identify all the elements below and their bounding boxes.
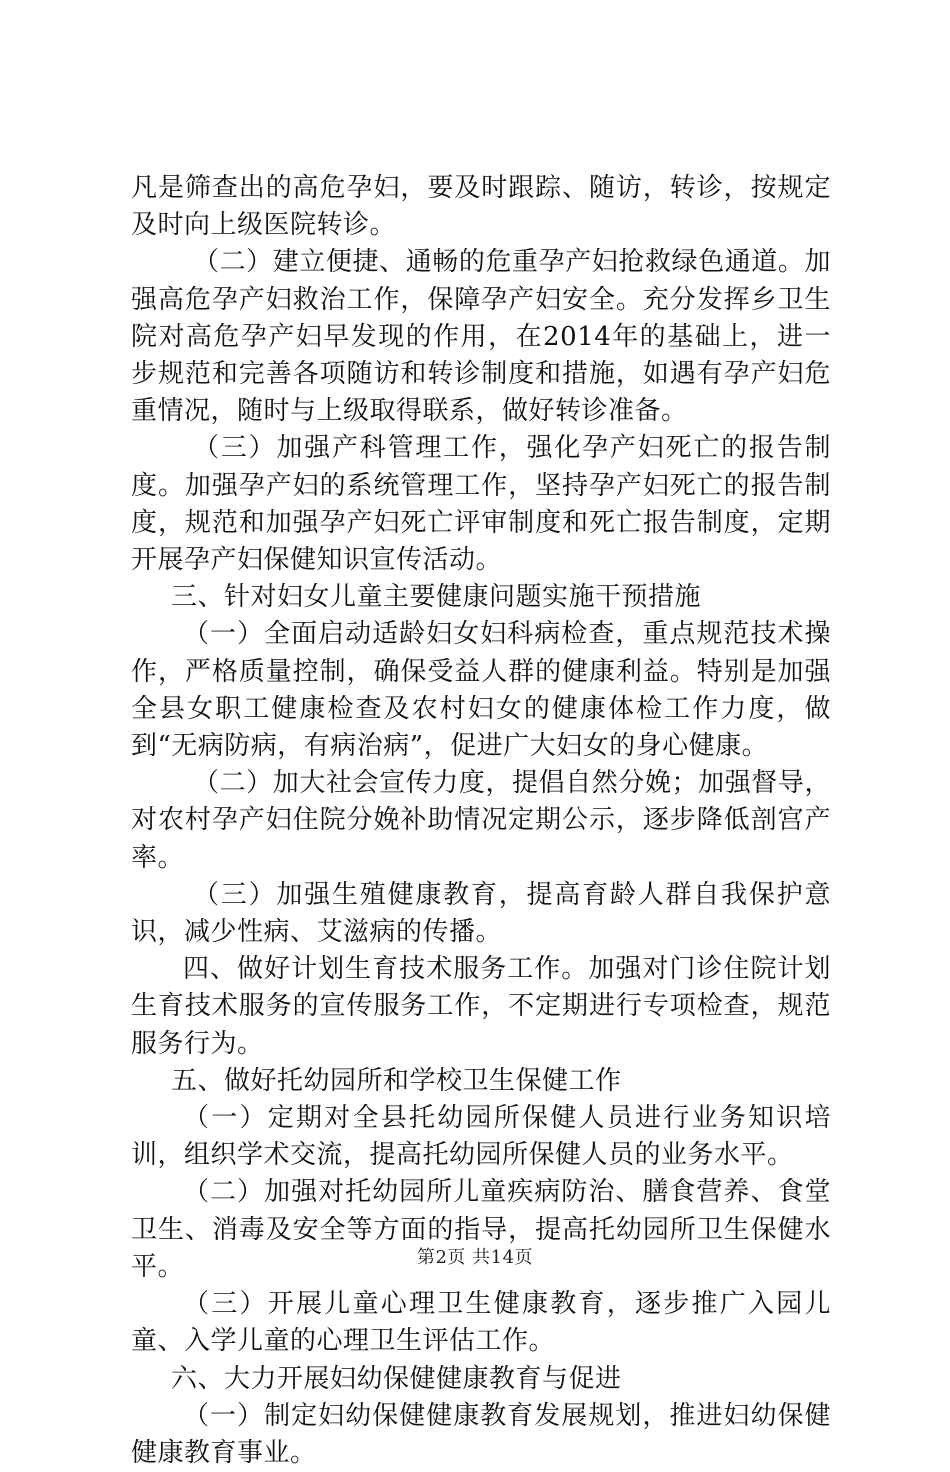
- section-heading-6: 六、大力开展妇幼保健健康教育与促进: [171, 1363, 622, 1394]
- paragraph-obstetric-management: （三）加强产科管理工作，强化孕产妇死亡的报告制度。加强孕产妇的系统管理工作，坚持孕产妇死亡的报告制度，规范和加强孕产妇死亡评审制度和死亡报告制度，定期开展孕产妇保健知识宣传活动。: [131, 433, 831, 576]
- paragraph-child-mental-health: （三）开展儿童心理卫生健康教育，逐步推广入园儿童、入学儿童的心理卫生评估工作。: [131, 1289, 831, 1357]
- paragraph-natural-birth: （二）加大社会宣传力度，提倡自然分娩；加强督导，对农村孕产妇住院分娩补助情况定期公示，逐步降低剖宫产率。: [131, 768, 831, 873]
- section-heading-3: 三、针对妇女儿童主要健康问题实施干预措施: [171, 582, 702, 613]
- paragraph-reproductive-health: （三）加强生殖健康教育，提高育龄人群自我保护意识，减少性病、艾滋病的传播。: [131, 879, 831, 948]
- section-heading-5: 五、做好托幼园所和学校卫生保健工作: [171, 1065, 622, 1096]
- paragraph-gynecology-screening: （一）全面启动适龄妇女妇科病检查，重点规范技术操作，严格质量控制，确保受益人群的健康利益。特别是加强全县女职工健康检查及农村妇女的健康体检工作力度，做到“无病防病，有病治病”，促进广大妇女的身心健康。: [131, 619, 831, 762]
- paragraph-kindergarten-guidance: （二）加强对托幼园所儿童疾病防治、膳食营养、食堂卫生、消毒及安全等方面的指导，提高托幼园所卫生保健水平。: [131, 1177, 831, 1282]
- section-heading-4: 四、做好计划生育技术服务工作。加强对门诊住院计划生育技术服务的宣传服务工作，不定期进行专项检查，规范服务行为。: [131, 954, 831, 1059]
- paragraph-health-education-plan: （一）制定妇幼保健健康教育发展规划，推进妇幼保健健康教育事业。: [131, 1400, 831, 1468]
- paragraph-kindergarten-training: （一）定期对全县托幼园所保健人员进行业务知识培训，组织学术交流，提高托幼园所保健人员的业务水平。: [131, 1103, 831, 1171]
- page-number-footer: 第2页 共14页: [416, 1247, 534, 1268]
- paragraph-referral-continuation: 凡是筛查出的高危孕妇，要及时跟踪、随访，转诊，按规定及时向上级医院转诊。: [131, 173, 831, 241]
- document-body: [131, 170, 831, 1472]
- paragraph-green-channel: （二）建立便捷、通畅的危重孕产妇抢救绿色通道。加强高危孕产妇救治工作，保障孕产妇安全。充分发挥乡卫生院对高危孕产妇早发现的作用，在2014年的基础上，进一步规范和完善各项随访和转诊制度和措施，如遇有孕产妇危重情况，随时与上级取得联系，做好转诊准备。: [131, 247, 831, 427]
